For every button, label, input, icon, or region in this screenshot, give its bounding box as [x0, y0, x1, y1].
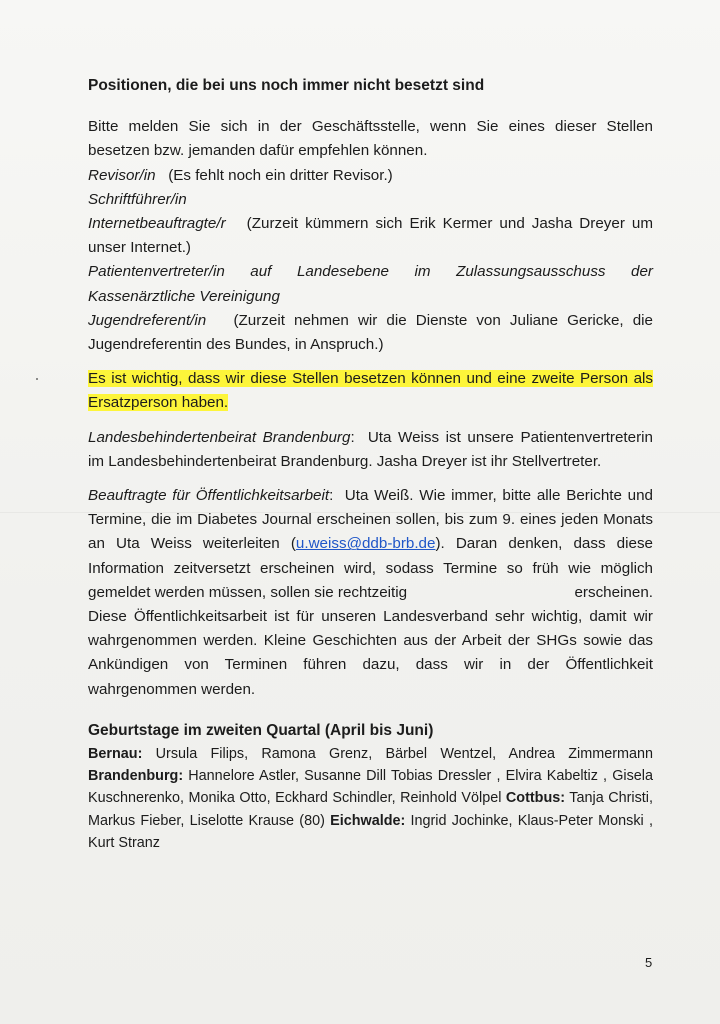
- landesbeirat-role: Landesbehindertenbeirat Brandenburg: [88, 428, 351, 446]
- birthday-list: [88, 743, 653, 854]
- position-role: Patientenvertreter/in auf Landesebene im Zulassungsausschuss der Kassenärztliche Vereinigung: [88, 263, 653, 305]
- position-note: (Zurzeit kümmern sich Erik Kermer und Jasha Dreyer um unser Internet.): [88, 215, 653, 257]
- birthday-names: Ingrid Jochinke, Klaus-Peter Monski , Kurt Stranz: [88, 812, 653, 851]
- position-note: (Zurzeit nehmen wir die Dienste von Juliane Gericke, die Jugendreferentin des Bundes, in Anspruch.): [88, 311, 653, 354]
- position-note: (Es fehlt noch ein dritter Revisor.): [168, 166, 393, 184]
- position-role: Internetbeauftragte/r: [88, 215, 226, 233]
- intro-paragraph: Bitte melden Sie sich in der Geschäftsstelle, wenn Sie eines dieser Stellen besetzen bzw. jemanden dafür empfehlen können.: [88, 118, 653, 160]
- page-number: 5: [645, 955, 653, 970]
- section-heading-open-positions: Positionen, die bei uns noch immer nicht besetzt sind: [88, 77, 485, 94]
- position-role: Schriftführer/in: [88, 190, 187, 208]
- document-body: [88, 74, 653, 854]
- birthday-place: Bernau:: [88, 746, 143, 763]
- landesbeirat-text: Uta Weiss ist unsere Patientenvertreterin im Landesbehindertenbeirat Brandenburg. Jasha Dreyer ist ihr Stellvertreter.: [88, 428, 653, 470]
- birthday-names: Tanja Christi, Markus Fieber, Liselotte Krause (80): [88, 790, 653, 829]
- position-role: Jugendreferent/in: [88, 311, 207, 329]
- position-role: Revisor/in: [88, 166, 156, 184]
- highlighted-notice: [88, 367, 653, 415]
- position-item: [88, 309, 653, 357]
- oeffentlichkeit-text-b-end: erscheinen.: [574, 583, 653, 601]
- position-item: [88, 212, 653, 260]
- position-item: [88, 188, 653, 212]
- oeffentlichkeit-role: Beauftragte für Öffentlichkeitsarbeit: [88, 487, 330, 505]
- email-link[interactable]: u.weiss@ddb-brb.de: [295, 535, 436, 553]
- position-item: [88, 260, 653, 308]
- position-item: [88, 164, 653, 188]
- scan-speck: [36, 378, 38, 380]
- birthday-names: Hannelore Astler, Susanne Dill Tobias Dressler , Elvira Kabeltiz , Gisela Kuschnerenko, Monika Otto, Eckhard Schindler, Reinhold Völpel: [88, 768, 653, 807]
- birthday-place: Brandenburg:: [88, 768, 184, 785]
- section-heading-birthdays: Geburtstage im zweiten Quartal (April bis Juni): [88, 721, 434, 739]
- birthday-place: Eichwalde:: [330, 812, 406, 829]
- landesbeirat-paragraph: Landesbehindertenbeirat Brandenburg: Uta Weiss ist unsere Patientenvertreterin im Landesbehindertenbeirat Brandenburg. Jasha Dreyer ist ihr Stellvertreter.: [88, 428, 653, 470]
- oeffentlichkeit-paragraph: Beauftragte für Öffentlichkeitsarbeit: Uta Weiß. Wie immer, bitte alle Berichte und Termine, die im Diabetes Journal erscheinen sollen, bis zum 9. eines jeden Monats an Uta Weiss weiterleiten (u.weiss@ddb-brb.de). Daran denken, dass diese Information zeitversetzt erscheinen wird, sodass Termine so früh wie möglich gemeldet werden müssen, sollen sie rechtzeitig erscheinen.: [88, 484, 653, 605]
- highlight-text: Es ist wichtig, dass wir diese Stellen besetzen können und eine zweite Person als Ersatzperson haben.: [88, 370, 653, 412]
- oeffentlichkeit-importance: Diese Öffentlichkeitsarbeit ist für unseren Landesverband sehr wichtig, damit wir wahrgenommen werden. Kleine Geschichten aus der Arbeit der SHGs sowie das Ankündigen von Terminen führen dazu, dass wir in der Öffentlichkeit wahrgenommen werden.: [88, 608, 653, 698]
- birthday-place: Cottbus:: [505, 790, 566, 807]
- oeffentlichkeit-text-a: Uta Weiß. Wie immer, bitte alle Berichte und Termine, die im Diabetes Journal erscheinen sollen, bis zum 9. eines jeden Monats an Uta Weiss weiterleiten (: [88, 487, 653, 553]
- birthday-names: Ursula Filips, Ramona Grenz, Bärbel Wentzel, Andrea Zimmermann: [142, 746, 653, 763]
- oeffentlichkeit-text-b: ). Daran denken, dass diese Information zeitversetzt erscheinen wird, sodass Termine so früh wie möglich gemeldet werden müssen, sollen sie rechtzeitig: [88, 535, 653, 601]
